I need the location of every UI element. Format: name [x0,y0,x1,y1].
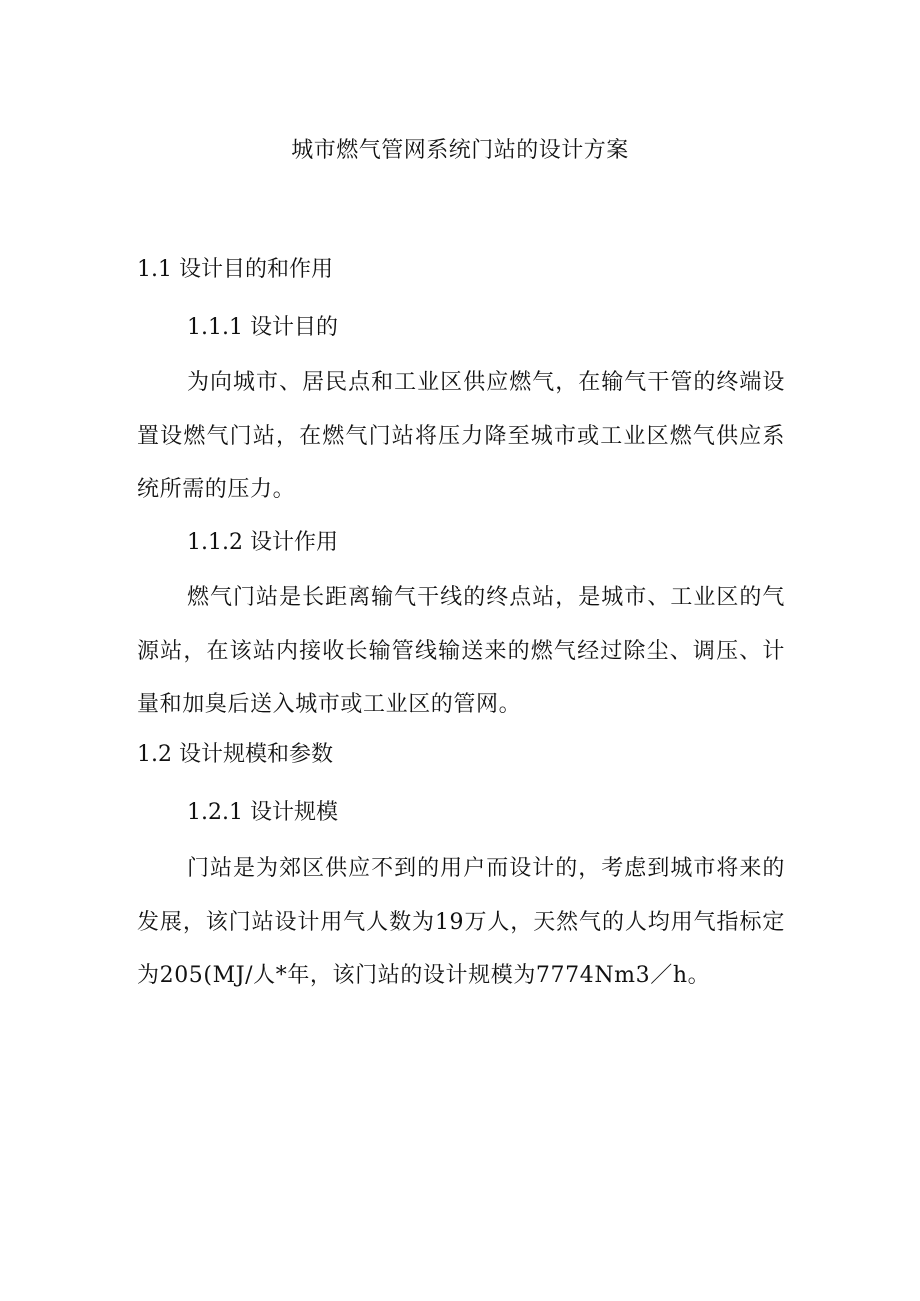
subsection-heading-1-1-1: 1.1.1 设计目的 [187,315,338,340]
subsection-heading-1-1-2: 1.1.2 设计作用 [187,530,338,555]
paragraph-design-function: 燃气门站是长距离输气干线的终点站，是城市、工业区的气源站，在该站内接收长输管线输送来的燃气经过除尘、调压、计量和加臭后送入城市或工业区的管网。 [137,585,785,717]
paragraph-design-scale: 门站是为郊区供应不到的用户而设计的，考虑到城市将来的发展，该门站设计用气人数为19万人，天然气的人均用气指标定为205(MJ/人*年，该门站的设计规模为7774Nm3／h。 [137,856,785,988]
document-title: 城市燃气管网系统门站的设计方案 [291,138,629,163]
section-heading-1-2: 1.2 设计规模和参数 [137,742,333,767]
paragraph-design-purpose: 为向城市、居民点和工业区供应燃气，在输气干管的终端设置设燃气门站，在燃气门站将压力降至城市或工业区燃气供应系统所需的压力。 [137,370,785,502]
subsection-heading-1-2-1: 1.2.1 设计规模 [187,800,338,825]
section-heading-1-1: 1.1 设计目的和作用 [137,257,333,282]
